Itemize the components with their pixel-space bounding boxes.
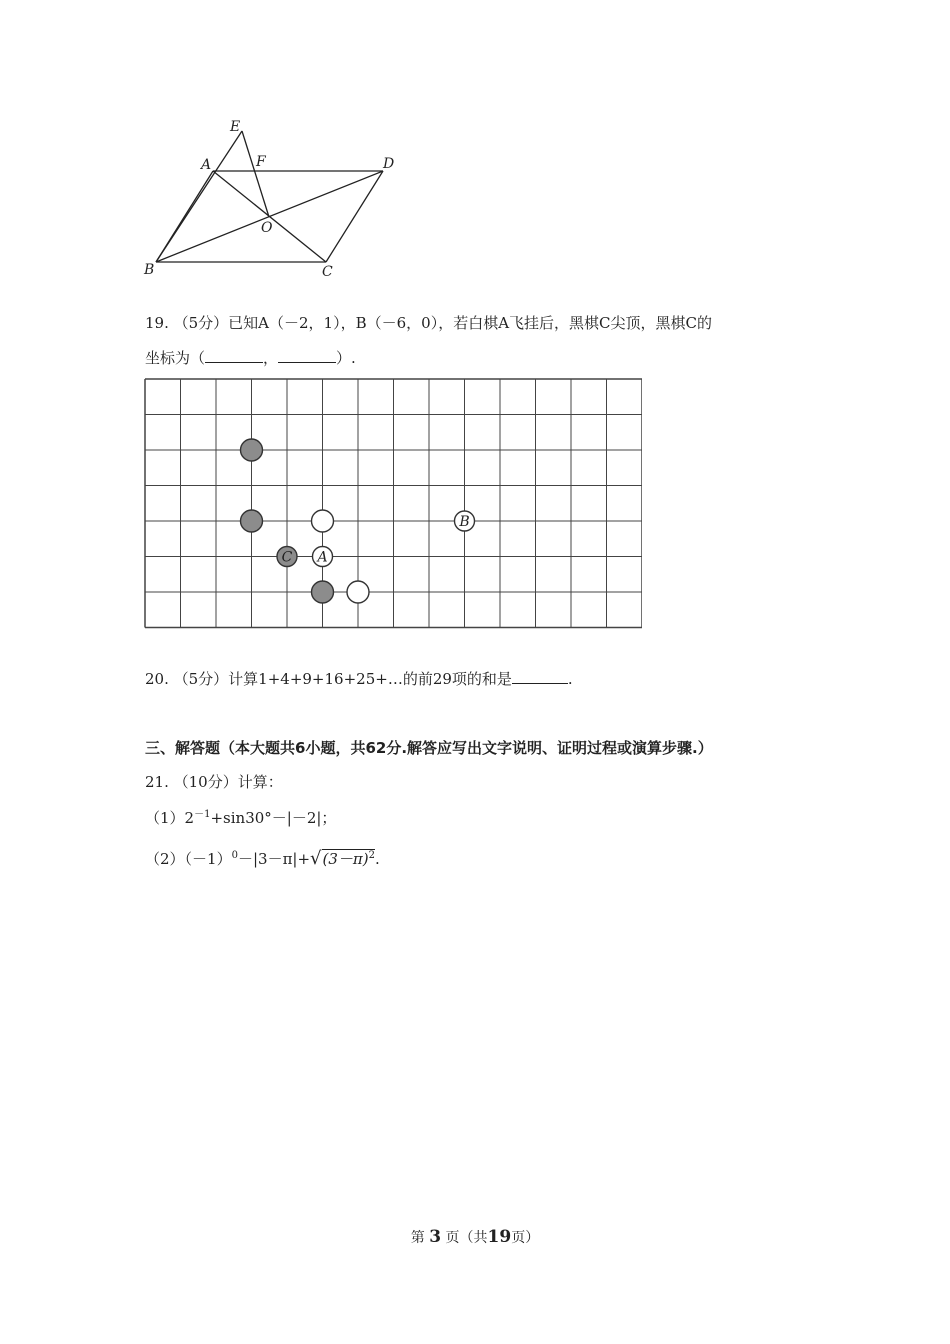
white-stone: [347, 581, 369, 603]
q21-p1-rest: +sin30°－|－2|；: [210, 809, 337, 827]
white-stone-A: [313, 547, 333, 567]
black-stone: [241, 510, 263, 532]
segment-EB: [156, 131, 242, 262]
footer-total-pages: 19: [487, 1227, 512, 1247]
section-heading: 三、解答题（本大题共6小题，共62分.解答应写出文字说明、证明过程或演算步骤.）: [145, 739, 713, 757]
q19-line2-sep: ，: [263, 349, 279, 367]
label-O: O: [261, 220, 273, 236]
stone-label: B: [459, 514, 470, 530]
q20-suffix: .: [567, 670, 573, 688]
segment-AC: [213, 171, 326, 262]
q21-p1-prefix: （1）2: [145, 809, 195, 827]
label-E: E: [230, 119, 241, 135]
segment-DC: [326, 171, 383, 262]
label-F: F: [256, 154, 266, 170]
q21-part1: [145, 805, 336, 828]
q21-part2: [145, 848, 380, 869]
go-board: [144, 378, 642, 630]
q19-line2-prefix: 坐标为（: [145, 349, 206, 367]
q19-line2: [145, 347, 356, 368]
q19-line2-suffix: ）.: [336, 349, 356, 367]
label-D: D: [383, 156, 395, 172]
q19-line1: 19. （5分）已知A（－2，1），B（－6，0），若白棋A飞挂后，黑棋C尖顶，黑棋C的: [145, 314, 712, 332]
stone-label: C: [281, 549, 293, 566]
q21-title: 21. （10分）计算：: [145, 773, 283, 791]
page-footer: [0, 1227, 950, 1247]
answer-blank-y: [278, 348, 336, 363]
segment-EO: [242, 131, 269, 217]
q21-p2-exponent: 0: [231, 850, 238, 861]
q21-p2-mid: －|3－π|+: [237, 850, 311, 868]
footer-pre: 第: [410, 1230, 425, 1246]
black-stone: [241, 439, 263, 461]
q21-p2-radicand: (3－π): [322, 850, 369, 868]
sqrt-radical-sign: √: [310, 848, 322, 869]
answer-blank-sum: [512, 669, 568, 684]
white-stone-B: [455, 511, 475, 531]
parallelogram-figure: [140, 118, 410, 283]
label-B: B: [144, 262, 155, 278]
label-C: C: [322, 264, 333, 280]
q20-line: [145, 668, 573, 689]
q21-p2-radicand-exponent: 2: [368, 850, 376, 861]
footer-mid: 页（共: [445, 1230, 488, 1246]
q21-p2-prefix: （2）（－1）: [145, 850, 232, 868]
stone-label: A: [317, 549, 328, 566]
q21-p1-exponent: －1: [194, 809, 211, 820]
white-stone: [312, 510, 334, 532]
sqrt-expression: [310, 848, 375, 869]
black-stone: [312, 581, 334, 603]
black-stone-C: [277, 547, 297, 567]
footer-page-number: 3: [429, 1227, 442, 1247]
q21-p2-end: .: [375, 850, 380, 868]
answer-blank-x: [205, 348, 263, 363]
q20-text: 20. （5分）计算1+4+9+16+25+…的前29项的和是: [145, 670, 512, 688]
label-A: A: [201, 157, 212, 173]
footer-post: 页）: [511, 1230, 540, 1246]
